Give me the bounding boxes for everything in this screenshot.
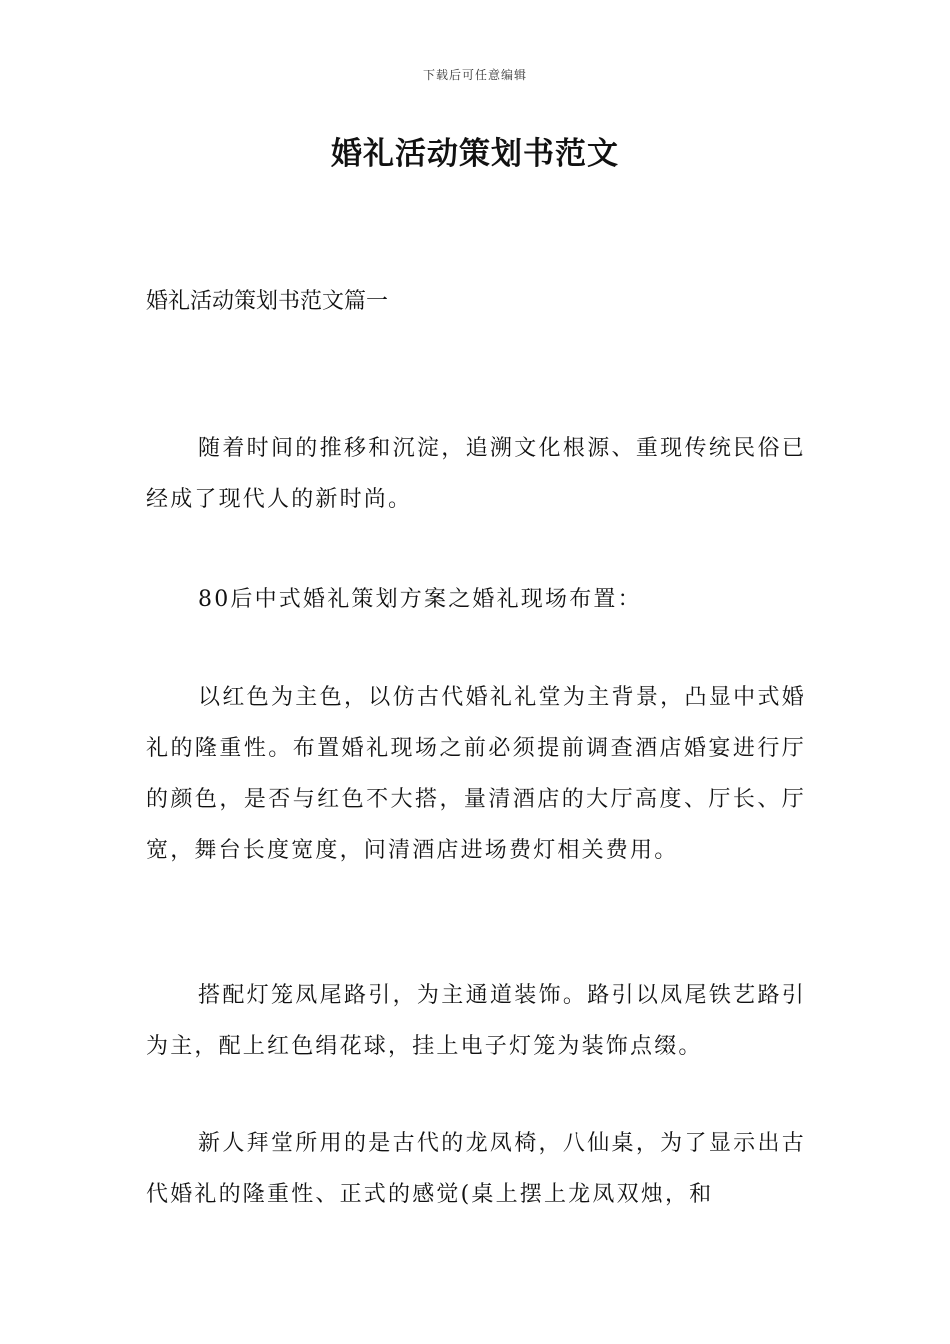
paragraph-color-scheme: 以红色为主色，以仿古代婚礼礼堂为主背景，凸显中式婚礼的隆重性。布置婚礼现场之前必须提前调查酒店婚宴进行厅的颜色，是否与红色不大搭，量清酒店的大厅高度、厅长、厅宽，舞台长度宽度，问清酒店进场费灯相关费用。 [146,685,806,863]
section-heading: 婚礼活动策划书范文篇一 [146,289,389,314]
paragraph-aisle-decoration: 搭配灯笼凤尾路引，为主通道装饰。路引以凤尾铁艺路引为主，配上红色绢花球，挂上电子灯笼为装饰点缀。 [146,983,806,1059]
paragraph-layout-heading: 80后中式婚礼策划方案之婚礼现场布置： [198,587,642,612]
paragraph-intro: 随着时间的推移和沉淀，追溯文化根源、重现传统民俗已经成了现代人的新时尚。 [146,436,806,512]
document-title: 婚礼活动策划书范文 [331,136,619,172]
paragraph-ceremony-furniture: 新人拜堂所用的是古代的龙凤椅，八仙桌，为了显示出古代婚礼的隆重性、正式的感觉(桌上摆上龙凤双烛，和 [146,1131,806,1207]
header-note: 下载后可任意编辑 [422,68,527,82]
